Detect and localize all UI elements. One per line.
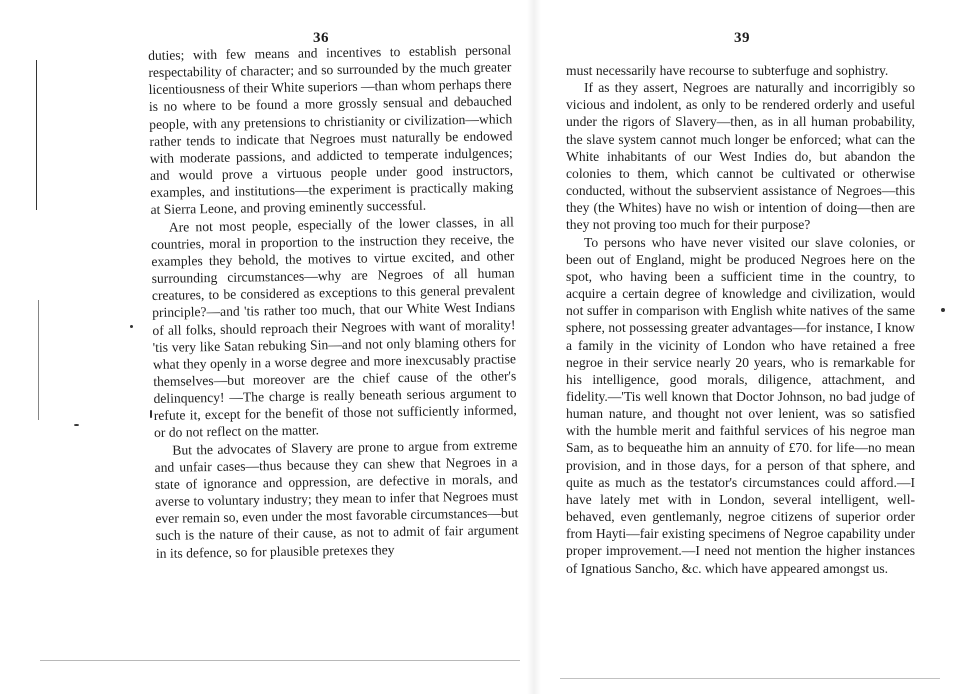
scan-speck: [150, 410, 152, 418]
left-page-number: 36: [313, 30, 329, 46]
page-edge-mark: [560, 678, 940, 679]
scan-speck: [130, 325, 133, 328]
right-page-text: [566, 62, 915, 577]
paragraph: To persons who have never visited our slave colonies, or been out of England, might be produced Negroes here on the spot, who having been a sufficient time in the country, to acquire a certain degree of knowledge and civilization, would not suffer in comparison with English white natives of the same sphere, not possessing greater advantages—for instance, I know a family in the vicinity of London who have retained a free negroe in their service nearly 20 years, who is remarkable for his intelligence, good morals, diligence, attachment, and fidelity.—'Tis well known that Doctor Johnson, no bad judge of human nature, and thought not over lenient, was so satisfied with the humble merit and faithful services of his negroe man Sam, as to bequeathe him an annuity of £70. for life—no mean provision, and in those days, for a person of that sphere, and quite as much as the testator's circumstances could afford.—I have lately met with in London, several intelligent, well-behaved, even gentlemanly, negroe citizens of superior order from Hayti—fair existing specimens of Negroe capability under proper improvement.—I need not mention the higher instances of Ignatious Sancho, &c. which have appeared amongst us.: [566, 234, 915, 576]
right-page-number: 39: [734, 30, 750, 46]
paragraph: must necessarily have recourse to subterfuge and sophistry.: [566, 63, 889, 78]
scan-speck: [74, 424, 79, 426]
paragraph: If as they assert, Negroes are naturally and incorrigibly so vicious and indolent, as only to be rendered orderly and useful under the rigors of Slavery—then, as in all human probability, the slave system cannot much longer be enforced; what can the White inhabitants of our West Indies do, but abandon the colonies to them, which cannot be cultivated or otherwise conducted, without the subservient assistance of Negroes—this they (the Whites) have no wish or intention of doing—then are they not proving too much for their purpose?: [566, 80, 915, 233]
paragraph: But the advocates of Slavery are prone to argue from extreme and unfair cases—thus because they can shew that Negroes in a state of ignorance and oppression, are defective in morals, and averse to voluntary industry; they mean to infer that Negroes must ever remain so, even under the most favorable circumstances—but such is the nature of their cause, as not to admit of fair argument in its defence, so for plausible pretexes they: [154, 436, 519, 561]
paragraph: duties; with few means and incentives to establish personal respectability of character; and so surrounded by the much greater licentiousness of their White superiors —than whom perhaps there is no where to be found a more grossly sensual and debauched people, with any pretensions to christianity or civilization—which rather tends to indicate that Negroes must naturally be endowed with moderate passions, and addicted to temperate indulgences; and would prove a virtuous people under good instructors, examples, and institutions—the experiment is practically making at Sierra Leone, and proving eminently successful.: [148, 42, 514, 218]
paragraph: Are not most people, especially of the lower classes, in all countries, moral in proportion to the instruction they receive, the examples they behold, the motives to virtue excited, and other surrounding circumstances—why are Negroes of all human creatures, to be considered as exceptions to this general prevalent principle?—and 'tis rather too much, that our White West Indians of all folks, should reproach their Negroes with want of morality! 'tis very like Satan rebuking Sin—and not only blaming others for what they openly in a worse degree and more inexcusably practise themselves—but moreover are the chief cause of the other's delinquency! —The charge is really beneath serious argument to refute it, except for the benefit of those not sufficiently informed, or do not reflect on the matter.: [150, 213, 517, 441]
left-page-text: [148, 41, 519, 561]
page-edge-mark: [40, 660, 520, 661]
scan-speck: [941, 308, 945, 312]
page-edge-mark: [36, 60, 37, 210]
gutter-shadow: [527, 0, 541, 694]
page-edge-mark: [38, 300, 39, 420]
